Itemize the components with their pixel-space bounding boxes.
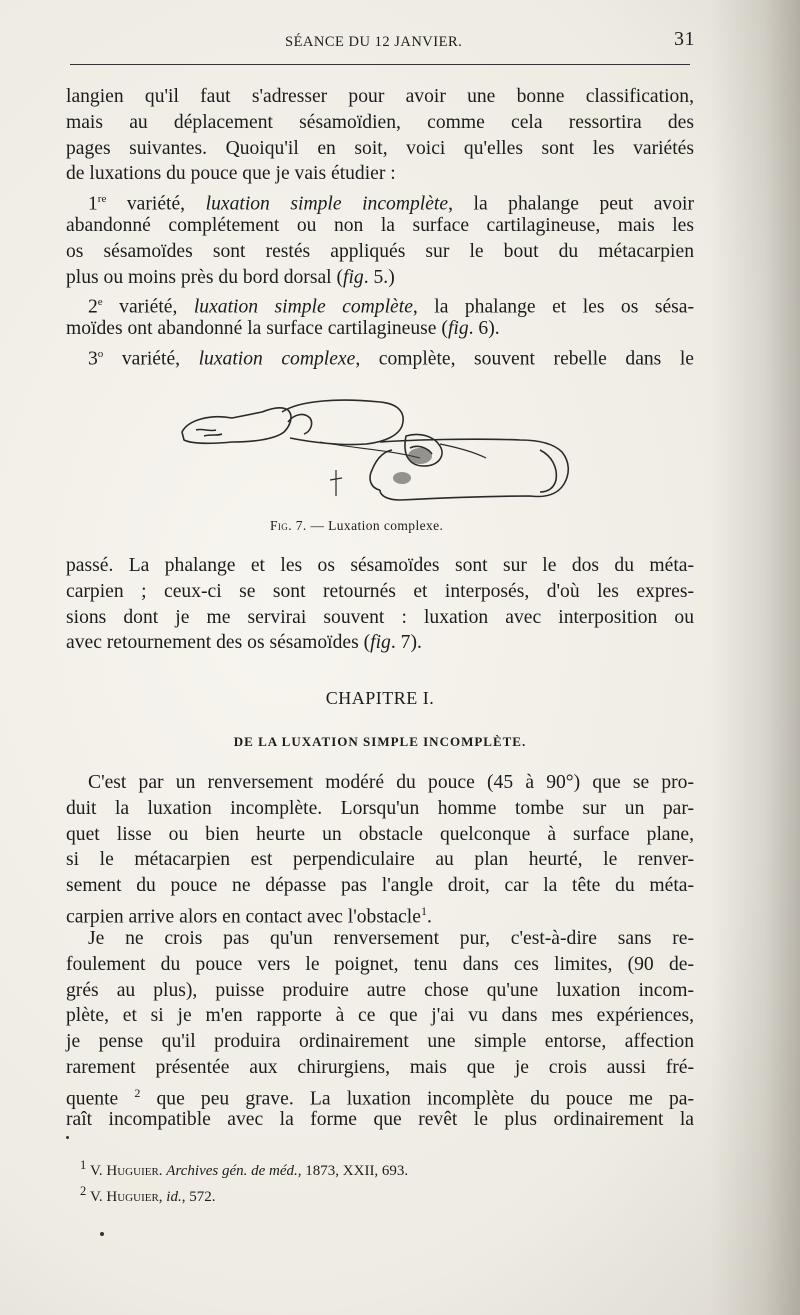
chapter-subtitle: DE LA LUXATION SIMPLE INCOMPLÈTE. xyxy=(233,734,527,749)
text-line: carpien arrive alors en contact avec l'obstacle$^1$. xyxy=(66,903,432,928)
text-line: quente $^2$ que peu grave. La luxation incomplète du pouce me pa- xyxy=(66,1085,694,1110)
text-line: quet lisse ou bien heurte un obstacle quelconque à surface plane, xyxy=(66,823,694,845)
text-line: duit la luxation incomplète. Lorsqu'un homme tombe sur un par- xyxy=(66,797,694,819)
text-line: je pense qu'il produira ordinairement une simple entorse, affection xyxy=(66,1031,694,1053)
page-edge-shadow xyxy=(710,0,800,1315)
footnote: $^2$ V. Huguier, id., 572. xyxy=(80,1184,216,1205)
text-line: moïdes ont abandonné la surface cartilagineuse (fig. 6). xyxy=(66,318,500,340)
footnote-ref: 2 xyxy=(134,1085,141,1100)
text-line: sement du pouce ne dépasse pas l'angle droit, car la tête du méta- xyxy=(66,875,694,897)
text-line: grés au plus), puisse produire autre chose qu'une luxation incom- xyxy=(66,979,694,1001)
text-line: C'est par un renversement modéré du pouce (45 à 90°) que se pro- xyxy=(88,772,694,793)
text-line: pages suivantes. Quoiqu'il en soit, voici qu'elles sont les variétés xyxy=(66,137,694,159)
figure-caption: Fig. 7. — Luxation complexe. xyxy=(270,518,444,533)
text-line: plus ou moins près du bord dorsal (fig. 5.) xyxy=(66,266,395,288)
footnotes xyxy=(80,1155,408,1207)
text-line: plète, et si je m'en rapporte à ce que j'ai vu dans mes expériences, xyxy=(66,1005,694,1027)
text-line: langien qu'il faut s'adresser pour avoir une bonne classification, xyxy=(66,86,694,107)
text-line: sions dont je me servirai souvent : luxation avec interposition ou xyxy=(66,606,694,628)
paragraph-3 xyxy=(66,770,694,928)
paragraph-4 xyxy=(66,926,694,1132)
text-line: abandonné complétement ou non la surface cartilagineuse, mais les xyxy=(66,214,694,236)
header-rule xyxy=(70,64,690,65)
ink-speck xyxy=(66,1136,69,1139)
text-line: rarement présentée aux chirurgiens, mais que je crois aussi fré- xyxy=(66,1056,694,1078)
ink-speck xyxy=(100,1232,104,1236)
thumb-luxation-illustration xyxy=(170,392,590,517)
variety-3-line: 3$^o$ variété, luxation complexe, complète, souvent rebelle dans le xyxy=(88,347,694,370)
text-line: mais au déplacement sésamoïdien, comme cela ressortira des xyxy=(66,111,694,133)
footnote: $^1$ V. Huguier. Archives gén. de méd., 1873, XXII, 693. xyxy=(80,1158,409,1179)
text-line: de luxations du pouce que je vais étudier : xyxy=(66,163,396,185)
chapter-title: CHAPITRE I. xyxy=(325,688,435,708)
variety-2-line: 2e variété, luxation simple complète, la phalange et les os sésa- xyxy=(88,296,694,318)
text-line: raît incompatible avec la forme que revêt le plus ordinairement la xyxy=(66,1108,694,1130)
footnote-ref: 1 xyxy=(420,903,427,918)
text-line: os sésamoïdes sont restés appliqués sur le bout du métacarpien xyxy=(66,240,694,262)
text-line: passé. La phalange et les os sésamoïdes sont sur le dos du méta- xyxy=(66,555,694,576)
text-line: Je ne crois pas qu'un renversement pur, c'est-à-dire sans re- xyxy=(88,928,694,949)
page-number: 31 xyxy=(674,28,695,50)
running-header xyxy=(70,28,695,56)
paragraph-2 xyxy=(66,553,694,656)
header-title: SÉANCE DU 12 JANVIER. xyxy=(285,34,463,50)
text-line: foulement du pouce vers le poignet, tenu dans ces limites, (90 de- xyxy=(66,953,694,975)
text-line: avec retournement des os sésamoïdes (fig. 7). xyxy=(66,632,422,654)
variety-1-line: 1re variété, luxation simple incomplète, la phalange peut avoir xyxy=(88,193,694,215)
intro-text xyxy=(66,84,694,368)
text-line: carpien ; ceux-ci se sont retournés et interposés, d'où les expres- xyxy=(66,580,694,602)
text-line: si le métacarpien est perpendiculaire au plan heurté, le renver- xyxy=(66,849,694,871)
